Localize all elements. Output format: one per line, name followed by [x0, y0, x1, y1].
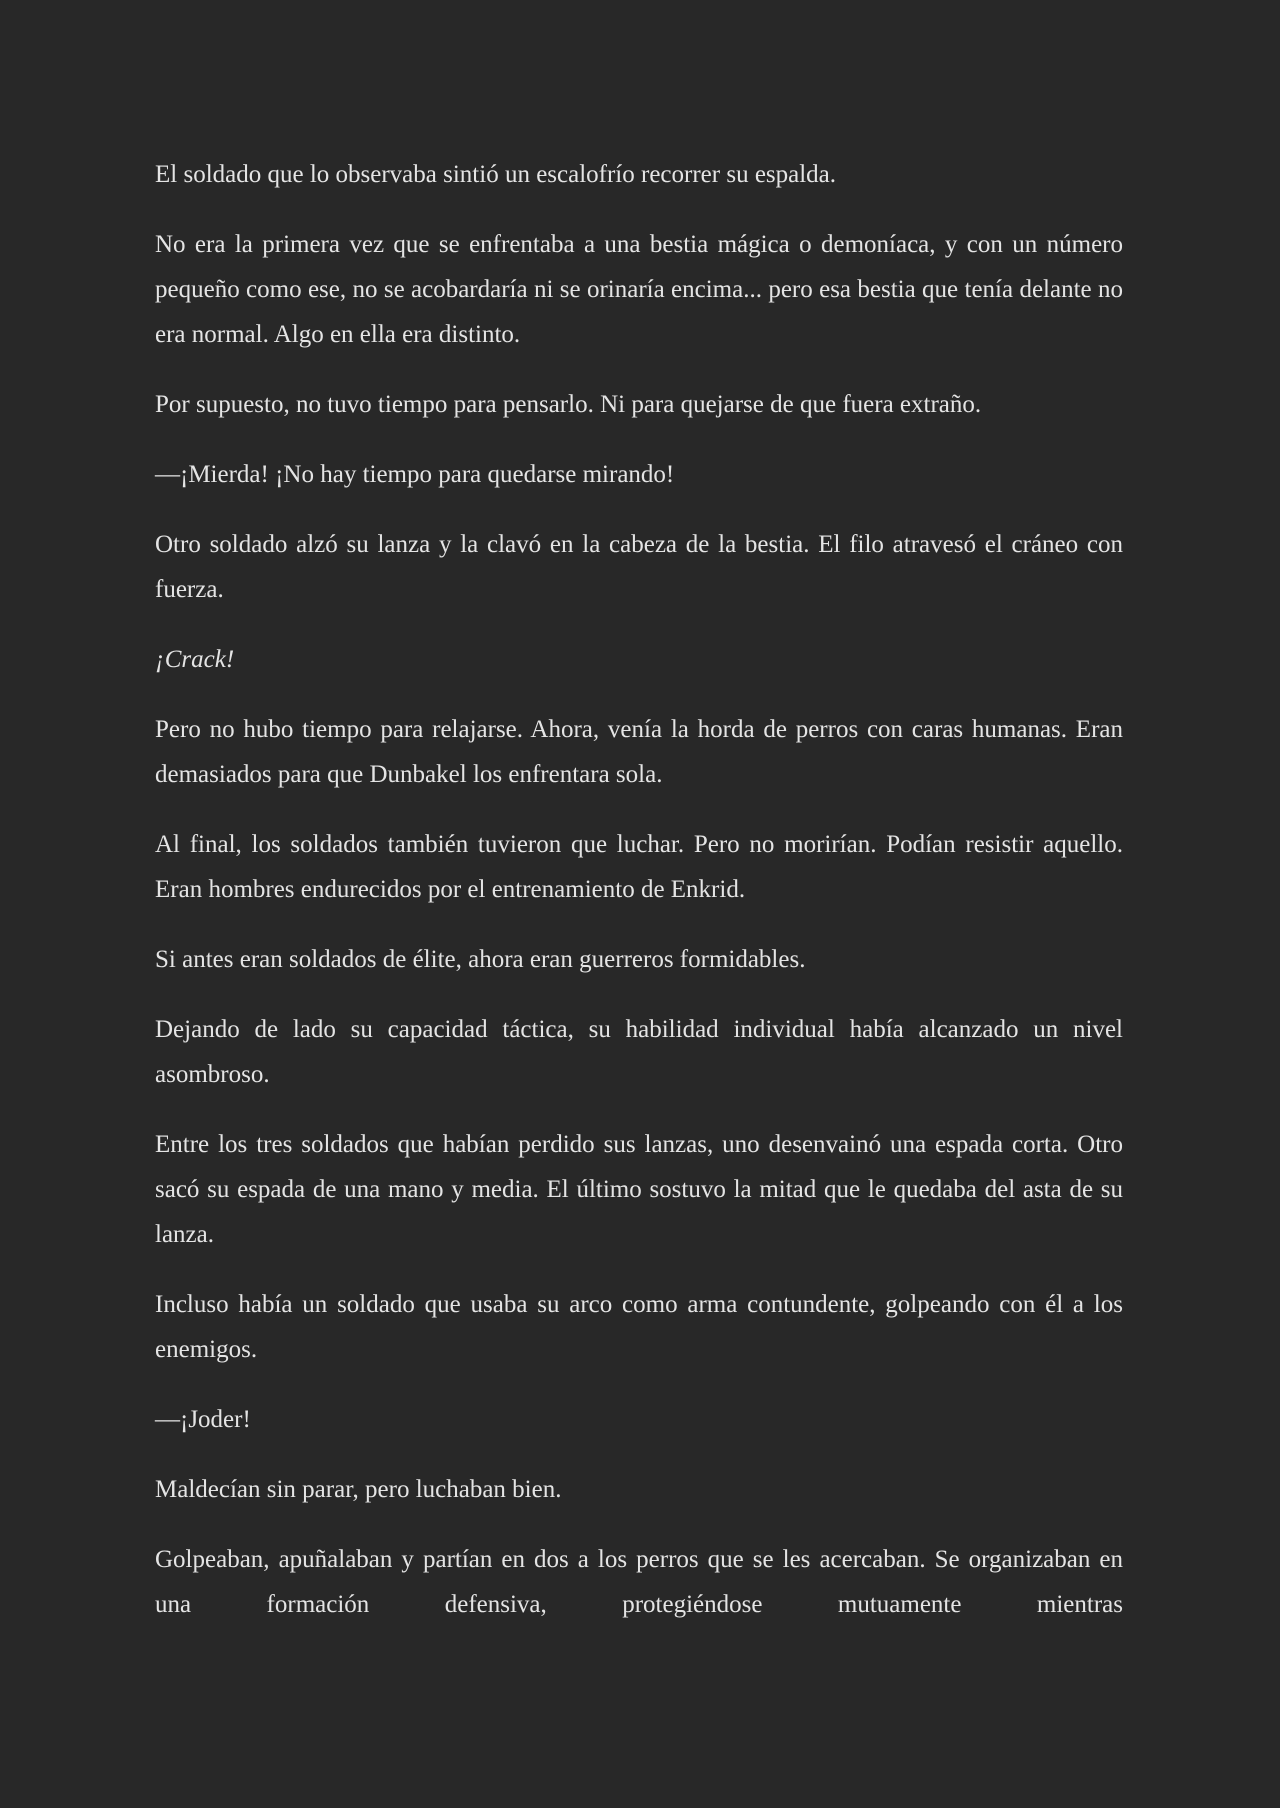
sound-effect: ¡Crack! [155, 646, 235, 673]
paragraph-8: Al final, los soldados también tuvieron que luchar. Pero no morirían. Podían resistir aquello. Eran hombres endurecidos por el entrenamiento de Enkrid. [155, 831, 1123, 903]
paragraph-3: Por supuesto, no tuvo tiempo para pensarlo. Ni para quejarse de que fuera extraño. [155, 391, 982, 418]
paragraph-14: Maldecían sin parar, pero luchaban bien. [155, 1476, 562, 1503]
paragraph-9: Si antes eran soldados de élite, ahora eran guerreros formidables. [155, 946, 806, 973]
dialogue-2: —¡Joder! [155, 1406, 251, 1433]
paragraph-1: El soldado que lo observaba sintió un escalofrío recorrer su espalda. [155, 161, 837, 188]
paragraph-5: Otro soldado alzó su lanza y la clavó en la cabeza de la bestia. El filo atravesó el cráneo con fuerza. [155, 531, 1123, 603]
paragraph-12: Incluso había un soldado que usaba su arco como arma contundente, golpeando con él a los enemigos. [155, 1291, 1123, 1363]
paragraph-11: Entre los tres soldados que habían perdido sus lanzas, uno desenvainó una espada corta. Otro sacó su espada de una mano y media. El último sostuvo la mitad que le quedaba del asta de su lanza. [155, 1131, 1123, 1248]
paragraph-2: No era la primera vez que se enfrentaba a una bestia mágica o demoníaca, y con un número pequeño como ese, no se acobardaría ni se orinaría encima... pero esa bestia que tenía delante no era normal. Algo en ella era distinto. [155, 231, 1123, 348]
reader-page [155, 152, 1123, 1627]
paragraph-15-truncated: Golpeaban, apuñalaban y partían en dos a los perros que se les acercaban. Se organizaban en una formación defensiva, protegiéndose mutuamente mientras [155, 1546, 1123, 1618]
dialogue-1: —¡Mierda! ¡No hay tiempo para quedarse mirando! [155, 461, 675, 488]
paragraph-10: Dejando de lado su capacidad táctica, su habilidad individual había alcanzado un nivel asombroso. [155, 1016, 1123, 1088]
paragraph-7: Pero no hubo tiempo para relajarse. Ahora, venía la horda de perros con caras humanas. Eran demasiados para que Dunbakel los enfrentara sola. [155, 716, 1123, 788]
